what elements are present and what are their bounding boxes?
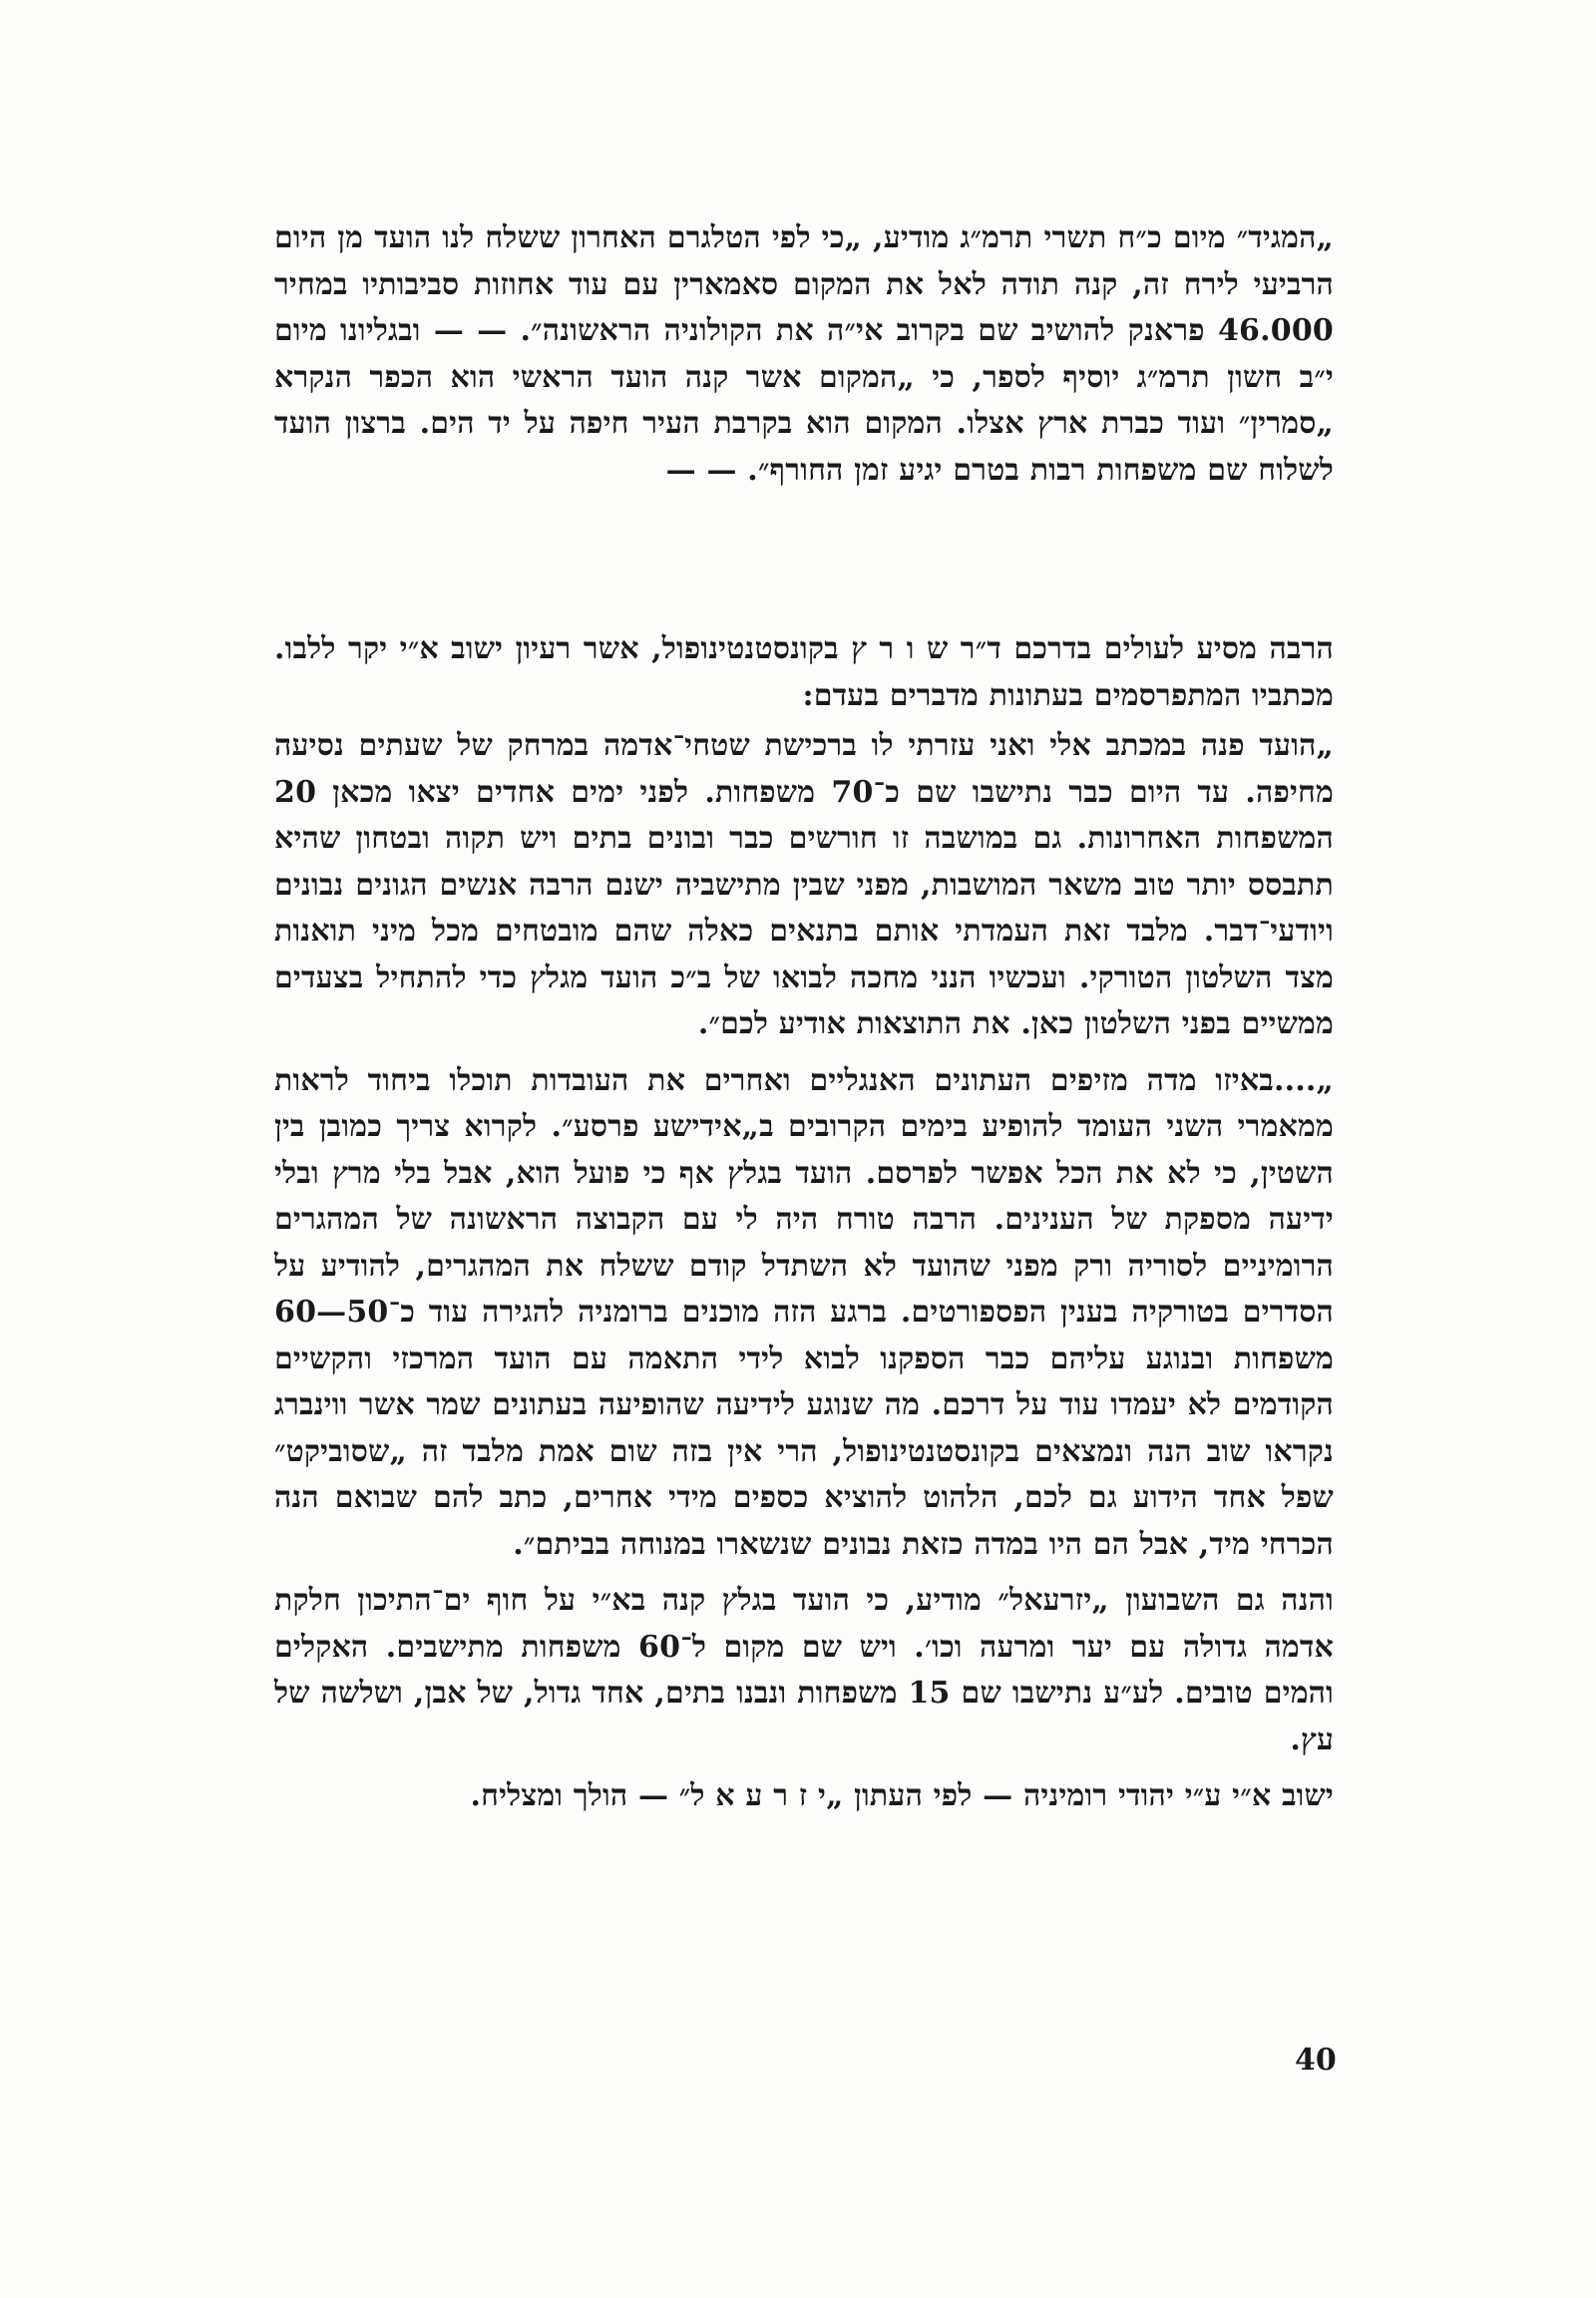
paragraph-hamagid: „המגיד״ מיום כ״ח תשרי תרמ״ג מודיע, „כי לפי הטלגרם האחרון ששלח לנו הועד מן היום הרביעי לירח זה, קנה תודה לאל את המקום סאמארין עם עוד אחוזות סביבותיו במחיר 46.000 פראנק להושיב שם בקרוב אי״ה את הקולוניה הראשונה״. — — ובגליונו מיום י״ב חשון תרמ״ג יוסיף לספר, כי „המקום אשר קנה הועד הראשי הוא הכפר הנקרא „סמרין״ ועוד כברת ארץ אצלו. המקום הוא בקרבת העיר חיפה על יד הים. ברצון הועד לשלוח שם משפחות רבות בטרם יגיע זמן החורף״. — — [274,220,1334,488]
paragraph-quote-1: „הועד פנה במכתב אלי ואני עזרתי לו ברכישת שטחי־אדמה במרחק של שעתים נסיעה מחיפה. עד היום כבר נתישבו שם כ־70 משפחות. לפני ימים אחדים יצאו מכאן 20 המשפחות האחרונות. גם במושבה זו חורשים כבר ובונים בתים ויש תקוה ובטחון שהיא תתבסס יותר טוב משאר המושבות, מפני שבין מתישביה ישנם הרבה אנשים הגונים נבונים ויודעי־דבר. מלבד זאת העמדתי אותם בתנאים כאלה שהם מובטחים מכל מיני תואנות מצד השלטון הטורקי. ועכשיו הנני מחכה לבואו של ב״כ הועד מגלץ כדי להתחיל בצעדים ממשיים בפני השלטון כאן. את התוצאות אודיע לכם״. [274,728,1334,1041]
page-number: 40 [1295,2043,1337,2078]
paragraph-settlement-summary: ישוב א״י ע״י יהודי רומיניה — לפי העתון „י ז ר ע א ל״ — הולך ומצליח. [470,1778,1334,1813]
text-block-main [274,626,1334,1820]
paragraph-quote-2: „....באיזו מדה מזיפים העתונים האנגליים ואחרים את העובדות תוכלו ביחוד לראות ממאמרי השני העומד להופיע בימים הקרובים ב„אידישע פרסע״. לקרוא צריך כמובן בין השטין, כי לא את הכל אפשר לפרסם. הועד בגלץ אף כי פועל הוא, אבל בלי מרץ ובלי ידיעה מספקת של הענינים. הרבה טורח היה לי עם הקבוצה הראשונה של המהגרים הרומיניים לסוריה ורק מפני שהועד לא השתדל קודם ששלח את המהגרים, להודיע על הסדרים בטורקיה בענין הפספורטים. ברגע הזה מוכנים ברומניה להגירה עוד כ־50—60 משפחות ובנוגע עליהם כבר הספקנו לבוא לידי התאמה עם הועד המרכזי והקשיים הקודמים לא יעמדו עוד על דרכם. מה שנוגע לידיעה שהופיעה בעתונים שמר אשר ווינברג נקראו שוב הנה ונמצאים בקונסטנטינופול, הרי אין בזה שום אמת מלבד זה „שסוביקט״ שפל אחד הידוע גם לכם, הלהוט להוציא כספים מידי אחרים, כתב להם שבואם הנה הכרחי מיד, אבל הם היו במדה כזאת נבונים שנשארו במנוחה בביתם״. [274,1062,1334,1562]
paragraph-yizrael: והנה גם השבועון „יזרעאל״ מודיע, כי הועד בגלץ קנה בא״י על חוף ים־התיכון חלקת אדמה גדולה עם יער ומרעה וכו׳. ויש שם מקום ל־60 משפחות מתישבים. האקלים והמים טובים. לע״ע נתישבו שם 15 משפחות ונבנו בתים, אחד גדול, של אבן, ושלשה של עץ. [274,1583,1335,1757]
text-block-top [274,215,1334,494]
paragraph-schwartz-intro: הרבה מסיע לעולים בדרכם ד״ר ש ו ר ץ בקונסטנטינופול, אשר רעיון ישוב א״י יקר ללבו. מכתביו המתפרסמים בעתונות מדברים בעדם: [274,631,1334,713]
